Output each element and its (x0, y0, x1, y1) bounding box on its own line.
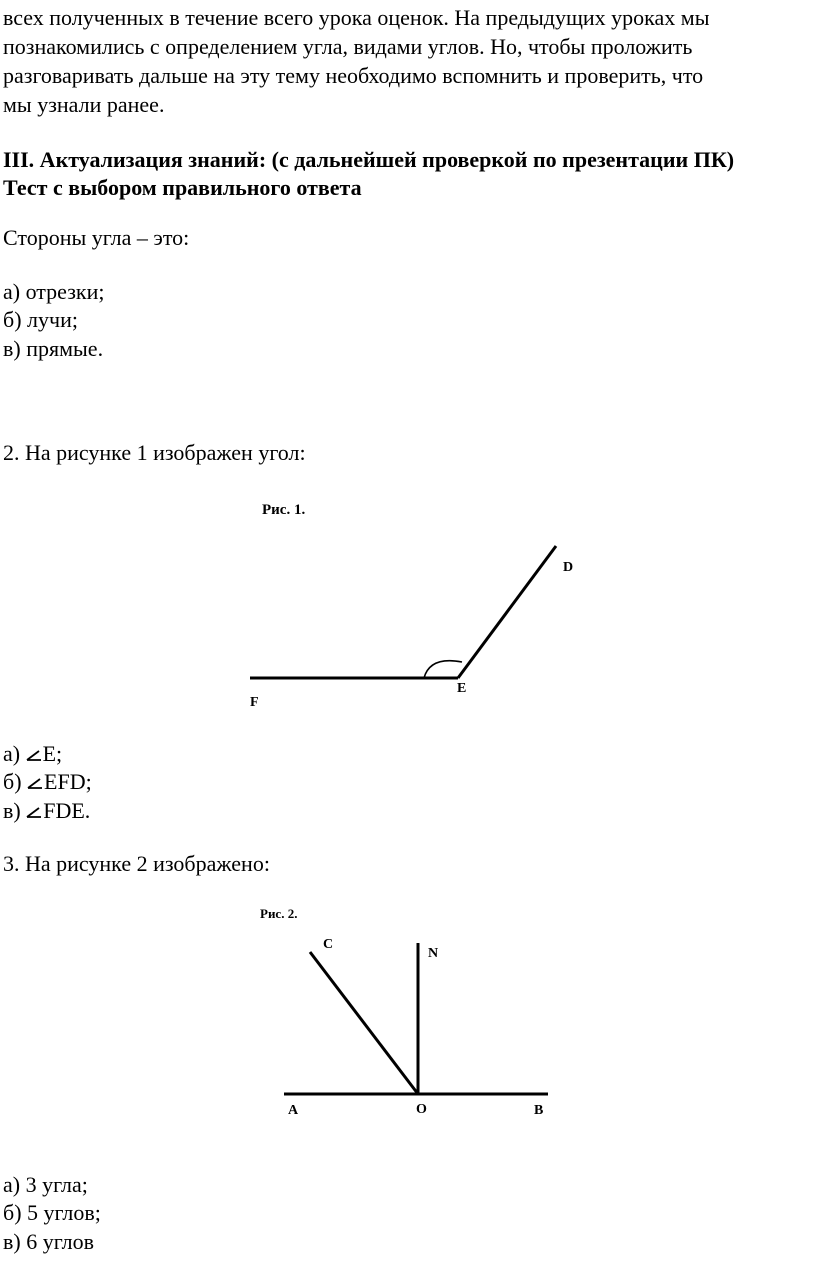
q2-option-b-text: EFD; (44, 769, 92, 794)
label-a: A (288, 1103, 299, 1118)
q3-option-c: в) 6 углов (3, 1229, 94, 1254)
q2-option-b (3, 768, 92, 796)
angle-icon (26, 748, 42, 762)
figure-2 (250, 900, 570, 1135)
label-b: B (534, 1103, 544, 1118)
q2-option-c-text: FDE. (43, 798, 91, 823)
q2-option-c (3, 797, 90, 825)
section-heading: III. Актуализация знаний: (с дальнейшей проверкой по презентации ПК) (3, 147, 735, 172)
label-o: O (416, 1102, 427, 1117)
q1-question: Стороны угла – это: (3, 225, 190, 250)
ray-oc (310, 952, 418, 1094)
q2-option-c-prefix: в) (3, 798, 21, 823)
figure-1-caption: Рис. 1. (262, 502, 306, 518)
q3-question: 3. На рисунке 2 изображено: (3, 851, 270, 876)
label-f: F (250, 695, 259, 710)
label-c: C (323, 937, 334, 952)
intro-line-4: мы узнали ранее. (3, 92, 165, 117)
q2-option-a-prefix: а) (3, 741, 21, 766)
intro-line-3: разговаривать дальше на эту тему необходимо вспомнить и проверить, что (3, 63, 704, 88)
angle-arc (424, 661, 462, 678)
q3-option-a: а) 3 угла; (3, 1172, 88, 1197)
q2-option-b-prefix: б) (3, 769, 22, 794)
angle-icon (26, 805, 42, 819)
figure-2-caption: Рис. 2. (260, 906, 298, 921)
q1-option-b: б) лучи; (3, 307, 78, 332)
angle-icon (27, 776, 43, 790)
label-d: D (563, 560, 574, 575)
intro-line-2: познакомились с определением угла, видами углов. Но, чтобы проложить (3, 34, 693, 59)
q1-option-c: в) прямые. (3, 336, 104, 361)
section-subheading: Тест с выбором правильного ответа (3, 175, 362, 200)
q1-option-a: а) отрезки; (3, 279, 105, 304)
intro-line-1: всех полученных в течение всего урока оценок. На предыдущих уроках мы (3, 5, 710, 30)
q2-option-a-text: E; (42, 741, 63, 766)
q2-option-a (3, 740, 62, 768)
q2-question: 2. На рисунке 1 изображен угол: (3, 440, 306, 465)
figure-1 (240, 490, 590, 720)
q3-option-b: б) 5 углов; (3, 1200, 101, 1225)
label-e: E (457, 681, 467, 696)
label-n: N (428, 946, 439, 961)
ray-ed (458, 546, 556, 678)
